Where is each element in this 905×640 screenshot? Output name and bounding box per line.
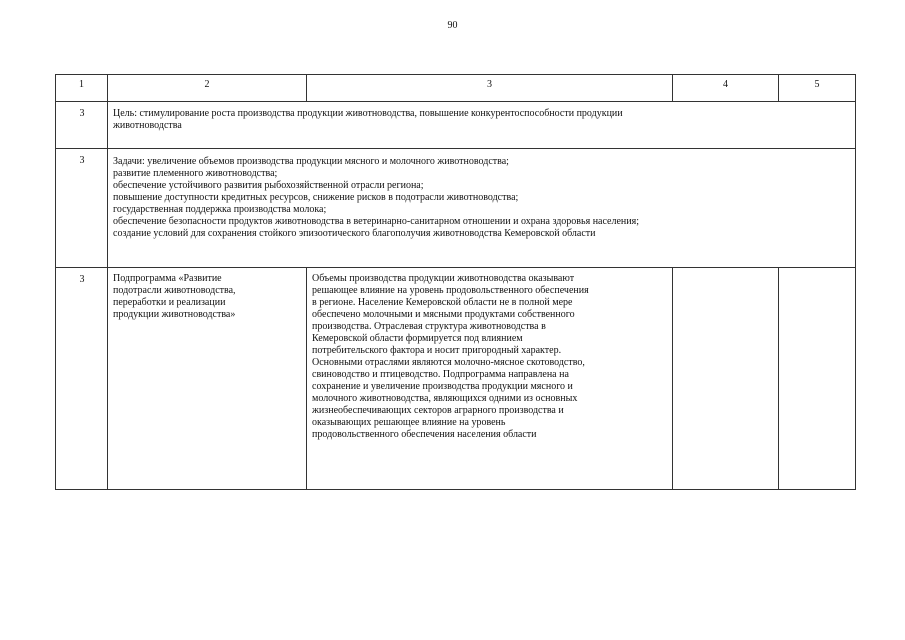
- subprogram-name: [108, 268, 307, 490]
- subprogram-row: [56, 268, 856, 490]
- description-line: решающее влияние на уровень продовольственного обеспечения: [312, 285, 589, 296]
- description-line: сохранение и увеличение производства продукции мясного и: [312, 381, 573, 392]
- description-line: обеспечено молочными и мясными продуктами собственного: [312, 309, 575, 320]
- description-line: свиноводство и птицеводство. Подпрограмма направлена на: [312, 369, 569, 380]
- description-line: Объемы производства продукции животноводства оказывают: [312, 273, 575, 284]
- column-header: 1: [56, 75, 108, 102]
- row-number: 3: [56, 102, 108, 149]
- tasks-row: [56, 149, 856, 268]
- column-header: 3: [307, 75, 673, 102]
- description-line: в регионе. Население Кемеровской области не в полной мере: [312, 297, 573, 308]
- program-table: [55, 74, 856, 490]
- subprogram-name-line: продукции животноводства»: [113, 309, 236, 320]
- description-line: Кемеровской области формируется под влиянием: [312, 333, 523, 344]
- task-line: государственная поддержка производства молока;: [113, 204, 327, 215]
- description-line: Основными отраслями являются молочно-мясное скотоводство,: [312, 357, 585, 368]
- task-line: развитие племенного животноводства;: [113, 168, 278, 179]
- empty-cell-col5: [779, 268, 856, 490]
- subprogram-description: [307, 268, 673, 490]
- task-line: создание условий для сохранения стойкого эпизоотического благополучия животноводства Кемеровской области: [113, 228, 596, 239]
- subprogram-name-line: подотрасли животноводства,: [113, 285, 236, 296]
- table-header-row: [56, 75, 856, 102]
- description-line: производства. Отраслевая структура животноводства в: [312, 321, 546, 332]
- column-header: 5: [779, 75, 856, 102]
- goal-line: Цель: стимулирование роста производства продукции животноводства, повышение конкурентоспособности продукции: [113, 108, 623, 119]
- description-line: продовольственного обеспечения населения области: [312, 429, 537, 440]
- goal-line: животноводства: [113, 120, 182, 131]
- description-line: молочного животноводства, являющихся одними из основных: [312, 393, 578, 404]
- task-line: Задачи: увеличение объемов производства продукции мясного и молочного животноводства;: [113, 156, 509, 167]
- empty-cell-col4: [673, 268, 779, 490]
- subprogram-name-line: переработки и реализации: [113, 297, 226, 308]
- column-header: 4: [673, 75, 779, 102]
- column-header: 2: [108, 75, 307, 102]
- task-line: повышение доступности кредитных ресурсов, снижение рисков в подотрасли животноводства;: [113, 192, 519, 203]
- page-number: 90: [447, 20, 458, 31]
- row-number: 3: [56, 268, 108, 490]
- task-line: обеспечение безопасности продуктов животноводства в ветеринарно-санитарном отношении и охрана здоровья населения;: [113, 216, 639, 227]
- goal-row: [56, 102, 856, 149]
- description-line: оказывающих решающее влияние на уровень: [312, 417, 506, 428]
- subprogram-name-line: Подпрограмма «Развитие: [113, 273, 222, 284]
- goal-text: [108, 102, 856, 149]
- row-number: 3: [56, 149, 108, 268]
- tasks-text: [108, 149, 856, 268]
- description-line: потребительского фактора и носит пригородный характер.: [312, 345, 562, 356]
- task-line: обеспечение устойчивого развития рыбохозяйственной отрасли региона;: [113, 180, 424, 191]
- description-line: жизнеобеспечивающих секторов аграрного производства и: [312, 405, 564, 416]
